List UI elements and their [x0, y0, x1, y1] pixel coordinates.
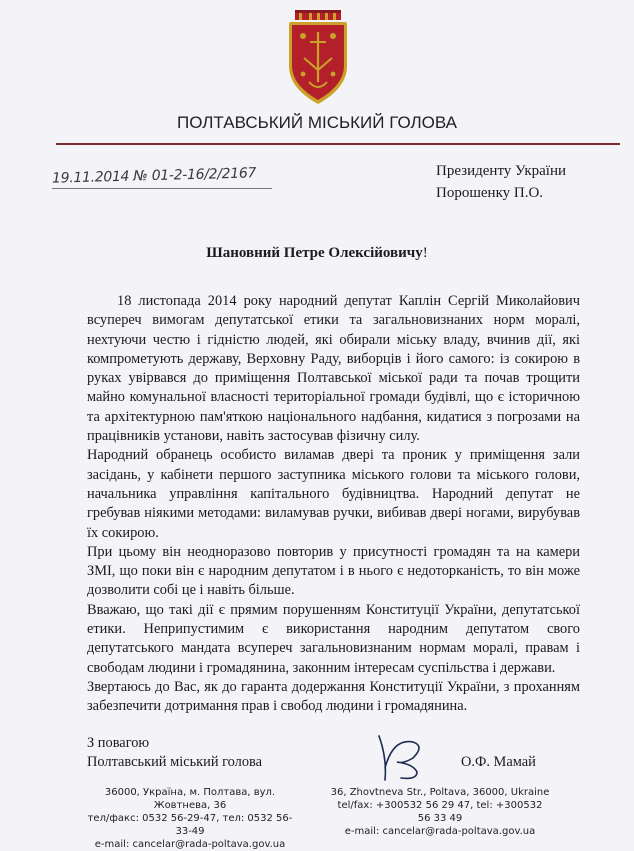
letter-body	[87, 292, 580, 717]
paragraph-3: При цьому він неодноразово повторив у присутності громадян та на камери ЗМІ, що поки він є народним депутатом і в нього є недоторканість, то він може дозволити собі це і навіть більше.	[87, 543, 580, 599]
paragraph-4: Вважаю, що такі дії є прямим порушенням Конституції України, депутатської етики. Неприпустимим є використання народним депутатом свого депутатського мандата всупереч загальновизнаним нормам моралі, правам і свободам людини і громадянина, законним інтересам суспільства і держави.	[87, 601, 580, 676]
footer-ua-address: 36000, Україна, м. Полтава, вул. Жовтнева, 36	[104, 787, 276, 811]
greeting-punct: !	[422, 245, 428, 261]
page-title: ПОЛТАВСЬКИЙ МІСЬКИЙ ГОЛОВА	[177, 113, 457, 132]
footer-ua-phones: тел/факс: 0532 56-29-47, тел: 0532 56-33-49	[87, 813, 293, 837]
footer-address-en	[330, 786, 550, 838]
registration-underline	[52, 188, 272, 189]
closing-position: Полтавський міський голова	[87, 754, 263, 770]
registration-number: 19.11.2014 № 01-2-16/2/2167	[51, 165, 257, 187]
footer-address-ua	[80, 786, 300, 851]
poltava-coat-of-arms-icon	[279, 8, 357, 108]
paragraph-1: 18 листопада 2014 року народний депутат Каплін Сергій Миколайович всупереч вимогам депутатської етики та загальновизнаних норм моралі, нехтуючи честю і гідністю людей, які обирали міську владу, вчинив дії, які компрометують державу, Верховну Раду, виборців і його самого: із сокирою в руках увірвався до приміщення Полтавської міської ради та почав трощити майно комунальної власності територіальної громади будівлі, що є історичною та архітектурною пам'яткою національного надбання, кидатися з погрозами на працівників установи, навіть застосував фізичну силу.	[87, 293, 580, 445]
recipient-line-1: Президенту України	[436, 163, 567, 179]
paragraph-5: Звертаюсь до Вас, як до гаранта додержання Конституції України, з проханням забезпечити дотримання прав і свобод людини і громадянина.	[87, 678, 580, 715]
greeting-text: Шановний Петре Олексійовичу	[206, 245, 423, 261]
footer-en-email: e-mail: cancelar@rada-poltava.gov.ua	[344, 826, 536, 837]
paragraph-2: Народний обранець особисто виламав двері та проник у приміщення зали засідань, у кабінети першого заступника міського голови та міського голови, начальника управління капітального будівництва. Народний депутат не гребував ніякими методами: виламував ручки, вибивав двері ногами, вирубував їх сокирою.	[87, 447, 580, 541]
header-divider	[56, 143, 620, 145]
footer-en-phones: tel/fax: +300532 56 29 47, tel: +300532 56 33 49	[337, 800, 543, 824]
closing-regards: З повагою	[87, 735, 150, 751]
footer-ua-email: e-mail: cancelar@rada-poltava.gov.ua	[94, 839, 286, 850]
handwritten-signature-icon	[373, 728, 433, 784]
recipient-line-2: Порошенку П.О.	[436, 185, 544, 201]
recipient-block	[436, 160, 566, 204]
closing-block	[87, 734, 580, 772]
footer-en-address: 36, Zhovtneva Str., Poltava, 36000, Ukraine	[330, 787, 550, 798]
signatory-name: О.Ф. Мамай	[461, 754, 536, 770]
greeting	[0, 245, 634, 262]
